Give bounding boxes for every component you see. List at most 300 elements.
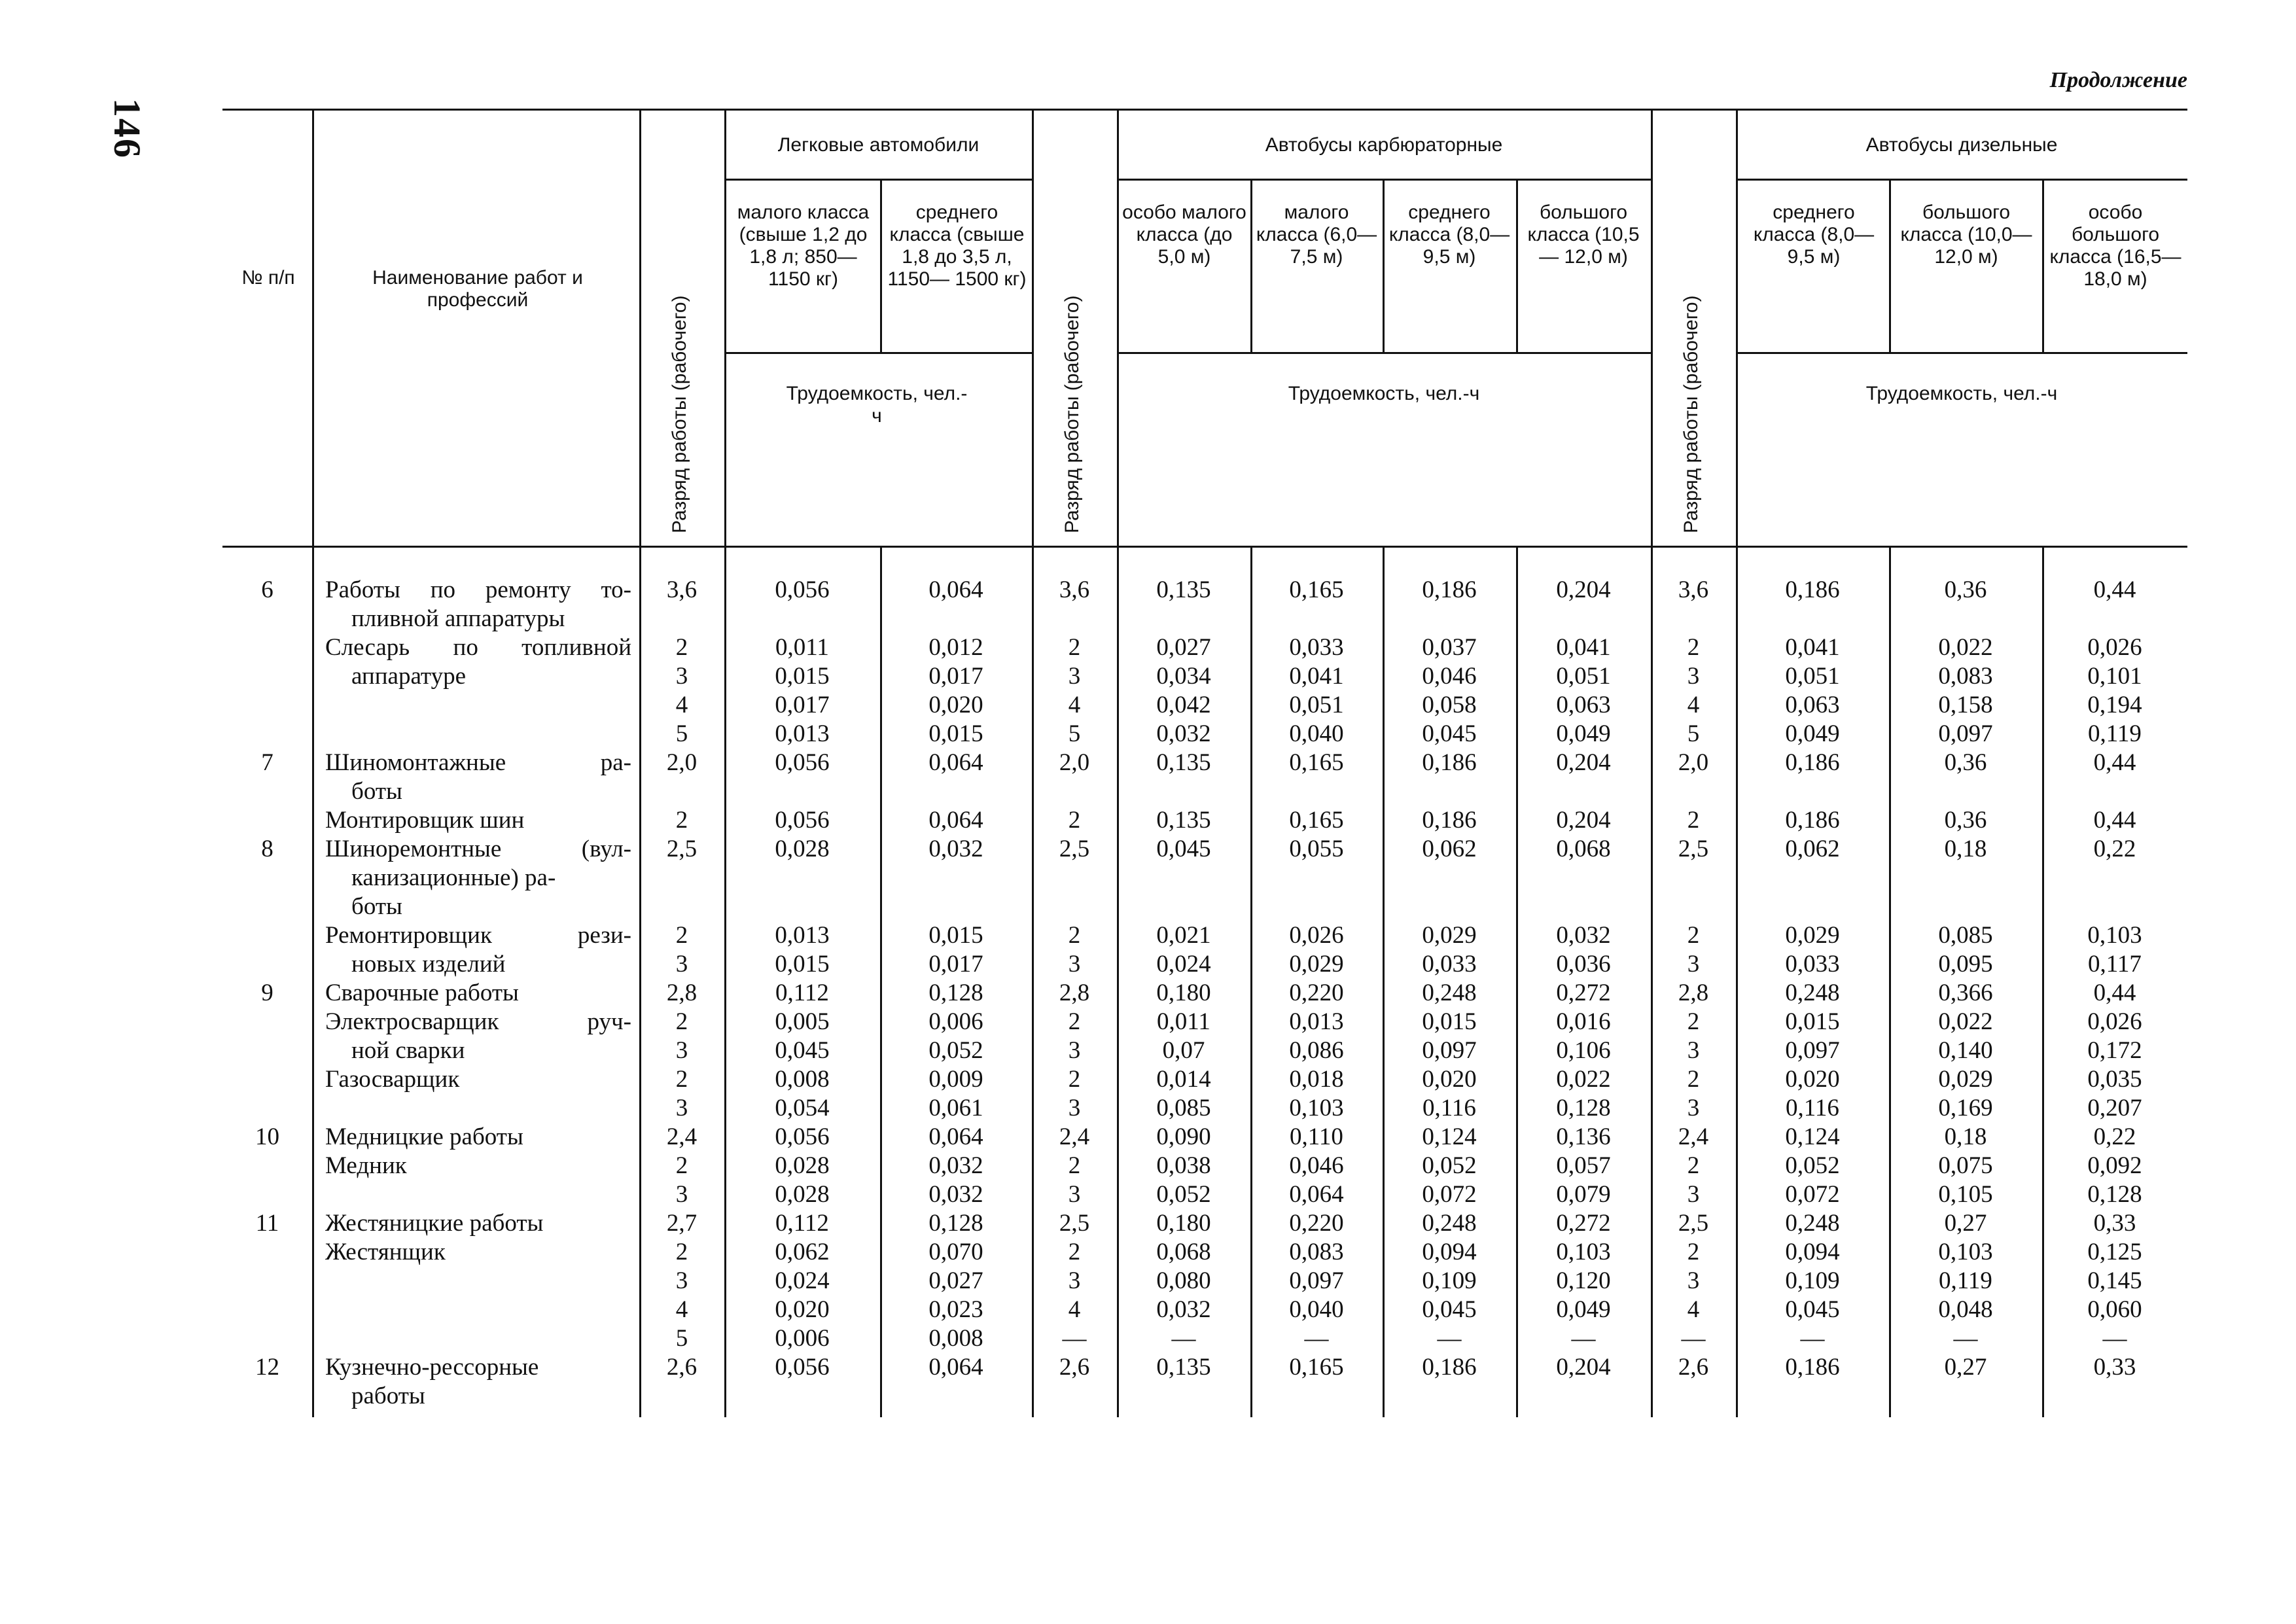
work-name-line: новых изделий [351, 951, 506, 978]
cell-value: 2 [1068, 807, 1081, 834]
cell-value: 0,248 [1422, 1210, 1477, 1237]
cell-value: 2,4 [1059, 1123, 1090, 1150]
col-header-num: № п/п [241, 267, 295, 289]
cell-value: 0,109 [1785, 1267, 1840, 1294]
grade-cell [1651, 806, 1736, 835]
cell-value: 0,169 [1938, 1095, 1993, 1121]
header-rule [1117, 352, 1651, 354]
cell-value: 2,0 [666, 749, 698, 776]
cell-value: 0,097 [1938, 720, 1993, 747]
cell-value: 0,055 [1289, 836, 1344, 862]
cell-value: 0,054 [775, 1095, 830, 1121]
diesel-medium-cell [1736, 806, 1889, 835]
cell-value: 4 [1068, 692, 1081, 718]
diesel-large-cell [1889, 921, 2042, 979]
carb-small-cell [1250, 1008, 1383, 1065]
work-name-line: Ремонтировщик рези- [325, 922, 631, 949]
cell-value: 0,058 [1422, 692, 1477, 718]
cell-value: 0,021 [1156, 922, 1211, 949]
cell-value: 2,0 [1059, 749, 1090, 776]
work-name-line: работы [351, 1383, 425, 1409]
cell-value: 0,092 [2087, 1152, 2142, 1179]
cell-value: 0,042 [1156, 692, 1211, 718]
diesel-large-cell [1889, 1065, 2042, 1123]
cell-value: 4 [675, 692, 688, 718]
cell-value: 0,080 [1156, 1267, 1211, 1294]
cell-value: 0,119 [2088, 720, 2142, 747]
cell-value: 2,6 [666, 1354, 698, 1381]
carb-large-cell [1516, 921, 1651, 979]
table-row [222, 1123, 2187, 1152]
carb-large-cell [1516, 1123, 1651, 1152]
car-medium-cell [880, 1238, 1032, 1353]
carb-medium-cell [1383, 1209, 1516, 1238]
header-rule [724, 352, 1032, 354]
cell-value: 0,18 [1944, 836, 1987, 862]
cell-value: 0,116 [1422, 1095, 1476, 1121]
car-medium-cell [880, 749, 1032, 806]
work-name [312, 921, 639, 979]
cell-value: 0,097 [1422, 1037, 1477, 1064]
diesel-large-cell [1889, 1123, 2042, 1152]
row-number: 9 [261, 980, 274, 1006]
carb-small-cell [1250, 1065, 1383, 1123]
cell-value: 0,020 [1422, 1066, 1477, 1093]
cell-value: 0,186 [1422, 749, 1477, 776]
cell-value: 0,013 [775, 720, 830, 747]
cell-value: 0,037 [1422, 634, 1477, 661]
diesel-medium-cell [1736, 576, 1889, 633]
table-row [222, 1238, 2187, 1353]
cell-value: 0,056 [775, 807, 830, 834]
cell-value: 0,117 [2088, 951, 2142, 978]
cell-value: 2 [1687, 1152, 1700, 1179]
cell-value: 2,6 [1059, 1354, 1090, 1381]
car-small-cell [724, 1123, 880, 1152]
table-row [222, 633, 2187, 749]
diesel-xlarge-cell [2042, 1123, 2187, 1152]
cell-value: 0,094 [1422, 1239, 1477, 1265]
cell-value: 0,119 [1939, 1267, 1992, 1294]
grade-cell [1651, 1152, 1736, 1209]
grade-cell [1032, 835, 1117, 921]
grade-cell [639, 979, 724, 1008]
cell-value: 0,172 [2087, 1037, 2142, 1064]
cell-value: 0,017 [775, 692, 830, 718]
cell-value: 0,110 [1290, 1123, 1343, 1150]
cell-value: 0,22 [2093, 1123, 2136, 1150]
cell-value: 0,272 [1556, 1210, 1611, 1237]
row-number [222, 1152, 312, 1209]
grade-cell [1651, 1123, 1736, 1152]
cell-value: 0,013 [1289, 1008, 1344, 1035]
work-name-line: Монтировщик шин [325, 807, 525, 834]
cell-value: 0,194 [2087, 692, 2142, 718]
cell-value: 0,135 [1156, 1354, 1211, 1381]
cell-value: 0,180 [1156, 980, 1211, 1006]
col-header-grade: Разряд работы (рабочего) [1680, 295, 1702, 533]
col-header-carb-medium: среднего класса (8,0— 9,5 м) [1388, 202, 1510, 268]
table-row [222, 1065, 2187, 1123]
cell-value: 0,027 [1156, 634, 1211, 661]
cell-value: 0,033 [1785, 951, 1840, 978]
cell-value: 2,7 [666, 1210, 698, 1237]
diesel-large-cell [1889, 633, 2042, 749]
grade-cell [1651, 835, 1736, 921]
cell-value: 0,029 [1938, 1066, 1993, 1093]
cell-value: 5 [675, 720, 688, 747]
work-name-line: ной сварки [351, 1037, 465, 1064]
row-number: 12 [255, 1354, 279, 1381]
car-small-cell [724, 633, 880, 749]
cell-value: 0,015 [775, 951, 830, 978]
carb-medium-cell [1383, 835, 1516, 921]
diesel-medium-cell [1736, 921, 1889, 979]
diesel-large-cell [1889, 1008, 2042, 1065]
work-name [312, 576, 639, 633]
diesel-xlarge-cell [2042, 576, 2187, 633]
cell-value: 0,158 [1938, 692, 1993, 718]
carb-xsmall-cell [1117, 1209, 1250, 1238]
car-small-cell [724, 806, 880, 835]
carb-medium-cell [1383, 1065, 1516, 1123]
diesel-xlarge-cell [2042, 749, 2187, 806]
header-divider [312, 110, 314, 546]
cell-value: 0,128 [928, 980, 983, 1006]
cell-value: 0,040 [1289, 720, 1344, 747]
grade-cell [1032, 1065, 1117, 1123]
col-header-grade: Разряд работы (рабочего) [1061, 295, 1083, 533]
cell-value: 0,046 [1289, 1152, 1344, 1179]
work-name-line: Сварочные работы [325, 980, 519, 1006]
cell-value: 0,008 [775, 1066, 830, 1093]
cell-value: 0,085 [1938, 922, 1993, 949]
carb-small-cell [1250, 1152, 1383, 1209]
grade-cell [1651, 921, 1736, 979]
cell-value: 0,186 [1785, 1354, 1840, 1381]
cell-value: 0,186 [1422, 576, 1477, 603]
cell-value: 3 [1068, 1037, 1081, 1064]
cell-value: 0,180 [1156, 1210, 1211, 1237]
cell-value: 0,045 [1785, 1296, 1840, 1323]
carb-xsmall-cell [1117, 1152, 1250, 1209]
group-header-diesel-buses: Автобусы дизельные [1865, 134, 2058, 156]
cell-value: 2 [1687, 1066, 1700, 1093]
cell-value: 0,027 [928, 1267, 983, 1294]
cell-value: 0,033 [1422, 951, 1477, 978]
cell-value: 0,128 [2087, 1181, 2142, 1208]
cell-value: 3 [1687, 1095, 1700, 1121]
col-header-diesel-xlarge: особо большого класса (16,5— 18,0 м) [2049, 202, 2181, 290]
cell-value: 0,028 [775, 1152, 830, 1179]
top-rule [222, 109, 2187, 111]
carb-xsmall-cell [1117, 1008, 1250, 1065]
diesel-medium-cell [1736, 1238, 1889, 1353]
car-medium-cell [880, 1065, 1032, 1123]
diesel-large-cell [1889, 1353, 2042, 1411]
carb-large-cell [1516, 1209, 1651, 1238]
grade-cell [639, 1008, 724, 1065]
continuation-label: Продолжение [2049, 68, 2187, 92]
cell-value: 0,016 [1556, 1008, 1611, 1035]
cell-value: 0,07 [1162, 1037, 1205, 1064]
cell-value: 0,048 [1938, 1296, 1993, 1323]
cell-value: 0,020 [1785, 1066, 1840, 1093]
cell-value: 0,022 [1556, 1066, 1611, 1093]
car-small-cell [724, 835, 880, 921]
cell-value: 0,056 [775, 749, 830, 776]
cell-value: 0,045 [1156, 836, 1211, 862]
cell-value: 0,186 [1422, 1354, 1477, 1381]
carb-xsmall-cell [1117, 1238, 1250, 1353]
unit-label-carb: Трудоемкость, чел.-ч [1288, 383, 1480, 404]
cell-value: 0,028 [775, 1181, 830, 1208]
table-row [222, 576, 2187, 633]
work-name-line: Шиноремонтные (вул- [325, 836, 631, 862]
carb-xsmall-cell [1117, 633, 1250, 749]
header-divider [1889, 180, 1891, 353]
work-name [312, 1238, 639, 1353]
cell-value: 0,44 [2093, 807, 2136, 834]
carb-large-cell [1516, 1008, 1651, 1065]
cell-value: 0,136 [1556, 1123, 1611, 1150]
diesel-large-cell [1889, 806, 2042, 835]
cell-value: 0,103 [1556, 1239, 1611, 1265]
cell-value: 0,062 [775, 1239, 830, 1265]
header-divider [639, 110, 641, 546]
work-name [312, 1353, 639, 1411]
cell-value: 2 [675, 1008, 688, 1035]
grade-cell [1032, 1209, 1117, 1238]
grade-cell [639, 806, 724, 835]
carb-xsmall-cell [1117, 806, 1250, 835]
col-header-carb-large: большого класса (10,5— 12,0 м) [1527, 202, 1640, 268]
cell-value: 0,075 [1938, 1152, 1993, 1179]
cell-value: 2 [675, 807, 688, 834]
diesel-xlarge-cell [2042, 1065, 2187, 1123]
cell-value: 0,070 [928, 1239, 983, 1265]
carb-medium-cell [1383, 633, 1516, 749]
work-name [312, 1152, 639, 1209]
cell-value: 0,060 [2087, 1296, 2142, 1323]
table-row [222, 806, 2187, 835]
work-name-line: боты [351, 893, 402, 920]
diesel-large-cell [1889, 576, 2042, 633]
row-number [222, 1238, 312, 1353]
cell-value: 0,056 [775, 1354, 830, 1381]
carb-large-cell [1516, 979, 1651, 1008]
grade-cell [1651, 576, 1736, 633]
row-number: 6 [261, 576, 274, 603]
cell-value: 0,248 [1422, 980, 1477, 1006]
cell-value: 0,032 [1556, 922, 1611, 949]
cell-value: 0,015 [1422, 1008, 1477, 1035]
cell-value: 2 [675, 1066, 688, 1093]
cell-value: 0,165 [1289, 807, 1344, 834]
cell-value: 0,005 [775, 1008, 830, 1035]
cell-value: 0,165 [1289, 749, 1344, 776]
carb-xsmall-cell [1117, 835, 1250, 921]
grade-cell [639, 1123, 724, 1152]
cell-value: 0,083 [1938, 663, 1993, 690]
diesel-medium-cell [1736, 1123, 1889, 1152]
header-rule [1736, 352, 2187, 354]
carb-small-cell [1250, 921, 1383, 979]
carb-large-cell [1516, 806, 1651, 835]
car-small-cell [724, 1209, 880, 1238]
work-name [312, 835, 639, 921]
diesel-medium-cell [1736, 1065, 1889, 1123]
cell-value: 0,064 [928, 1123, 983, 1150]
car-small-cell [724, 921, 880, 979]
header-divider [724, 110, 726, 546]
row-number [222, 1008, 312, 1065]
cell-value: 0,026 [2087, 634, 2142, 661]
cell-value: 0,015 [775, 663, 830, 690]
cell-value: 0,020 [775, 1296, 830, 1323]
work-name [312, 633, 639, 749]
cell-value: 2 [1068, 1239, 1081, 1265]
row-number: 11 [255, 1210, 279, 1237]
cell-value: 2,5 [1059, 836, 1090, 862]
cell-value: 0,032 [1156, 1296, 1211, 1323]
work-name-line: Кузнечно-рессорные [325, 1354, 539, 1381]
carb-small-cell [1250, 633, 1383, 749]
carb-medium-cell [1383, 921, 1516, 979]
cell-value: 3 [675, 1181, 688, 1208]
table-row [222, 979, 2187, 1008]
grade-cell [1032, 1353, 1117, 1411]
cell-value: 3 [1068, 1267, 1081, 1294]
diesel-xlarge-cell [2042, 633, 2187, 749]
cell-value: 0,064 [928, 576, 983, 603]
cell-value: 4 [1068, 1296, 1081, 1323]
cell-value: 0,366 [1938, 980, 1993, 1006]
grade-cell [1032, 1008, 1117, 1065]
grade-cell [1651, 1008, 1736, 1065]
cell-value: 0,045 [1422, 720, 1477, 747]
cell-value: 2 [675, 634, 688, 661]
cell-value: 3,6 [1678, 576, 1709, 603]
cell-value: 0,029 [1289, 951, 1344, 978]
table-row [222, 921, 2187, 979]
cell-value: — [2102, 1325, 2127, 1352]
diesel-xlarge-cell [2042, 1353, 2187, 1411]
carb-large-cell [1516, 1238, 1651, 1353]
grade-cell [639, 1209, 724, 1238]
header-divider [1651, 110, 1653, 546]
cell-value: 2,4 [1678, 1123, 1709, 1150]
table-row [222, 835, 2187, 921]
cell-value: 2,5 [1059, 1210, 1090, 1237]
work-name-line: канизационные) ра- [351, 864, 556, 891]
cell-value: 0,011 [1157, 1008, 1210, 1035]
cell-value: 0,023 [928, 1296, 983, 1323]
cell-value: 2,6 [1678, 1354, 1709, 1381]
cell-value: 0,006 [775, 1325, 830, 1352]
cell-value: 0,045 [1422, 1296, 1477, 1323]
cell-value: 0,051 [1556, 663, 1611, 690]
header-rule [1117, 179, 1651, 181]
cell-value: 0,026 [1289, 922, 1344, 949]
carb-medium-cell [1383, 1008, 1516, 1065]
diesel-xlarge-cell [2042, 921, 2187, 979]
cell-value: — [1681, 1325, 1706, 1352]
cell-value: 0,44 [2093, 749, 2136, 776]
cell-value: 0,204 [1556, 1354, 1611, 1381]
diesel-xlarge-cell [2042, 1008, 2187, 1065]
cell-value: 3 [1068, 663, 1081, 690]
cell-value: 0,186 [1785, 807, 1840, 834]
group-header-carb-buses: Автобусы карбюраторные [1265, 134, 1503, 156]
cell-value: 0,056 [775, 1123, 830, 1150]
cell-value: 0,064 [1289, 1181, 1344, 1208]
cell-value: 0,36 [1944, 807, 1987, 834]
cell-value: — [1800, 1325, 1825, 1352]
grade-cell [639, 835, 724, 921]
cell-value: 5 [675, 1325, 688, 1352]
row-number: 7 [261, 749, 274, 776]
cell-value: 0,062 [1422, 836, 1477, 862]
carb-small-cell [1250, 806, 1383, 835]
cell-value: 2 [1068, 1008, 1081, 1035]
work-name-line: боты [351, 778, 402, 805]
car-small-cell [724, 1238, 880, 1353]
cell-value: 3 [1068, 1181, 1081, 1208]
group-header-cars: Легковые автомобили [777, 134, 980, 156]
col-header-diesel-medium: среднего класса (8,0— 9,5 м) [1753, 202, 1875, 268]
cell-value: 2 [1068, 922, 1081, 949]
cell-value: 0,029 [1785, 922, 1840, 949]
cell-value: 0,248 [1785, 1210, 1840, 1237]
cell-value: 2,8 [1678, 980, 1709, 1006]
cell-value: 0,015 [928, 922, 983, 949]
carb-large-cell [1516, 749, 1651, 806]
header-bottom-rule [222, 546, 2187, 548]
cell-value: 3 [675, 663, 688, 690]
cell-value: 3 [675, 1037, 688, 1064]
cell-value: 0,186 [1785, 749, 1840, 776]
carb-small-cell [1250, 576, 1383, 633]
cell-value: 0,125 [2087, 1239, 2142, 1265]
grade-cell [1032, 749, 1117, 806]
grade-cell [639, 1238, 724, 1353]
cell-value: 0,046 [1422, 663, 1477, 690]
table-row [222, 749, 2187, 806]
cell-value: 0,103 [2087, 922, 2142, 949]
cell-value: 0,056 [775, 576, 830, 603]
header-divider [880, 180, 882, 353]
cell-value: 0,052 [1156, 1181, 1211, 1208]
cell-value: 2,5 [666, 836, 698, 862]
work-name-line: Медник [325, 1152, 407, 1179]
cell-value: 3 [1068, 951, 1081, 978]
cell-value: 0,024 [1156, 951, 1211, 978]
cell-value: 0,032 [928, 1152, 983, 1179]
unit-label-cars: Трудоемкость, чел.-ч [786, 383, 968, 427]
work-name-line: Медницкие работы [325, 1123, 523, 1150]
cell-value: 2 [675, 1239, 688, 1265]
cell-value: 0,135 [1156, 576, 1211, 603]
cell-value: 2 [1687, 1239, 1700, 1265]
row-number [222, 806, 312, 835]
carb-large-cell [1516, 633, 1651, 749]
cell-value: 0,013 [775, 922, 830, 949]
car-small-cell [724, 1008, 880, 1065]
cell-value: 0,22 [2093, 836, 2136, 862]
cell-value: 3,6 [666, 576, 698, 603]
table-row [222, 1353, 2187, 1411]
